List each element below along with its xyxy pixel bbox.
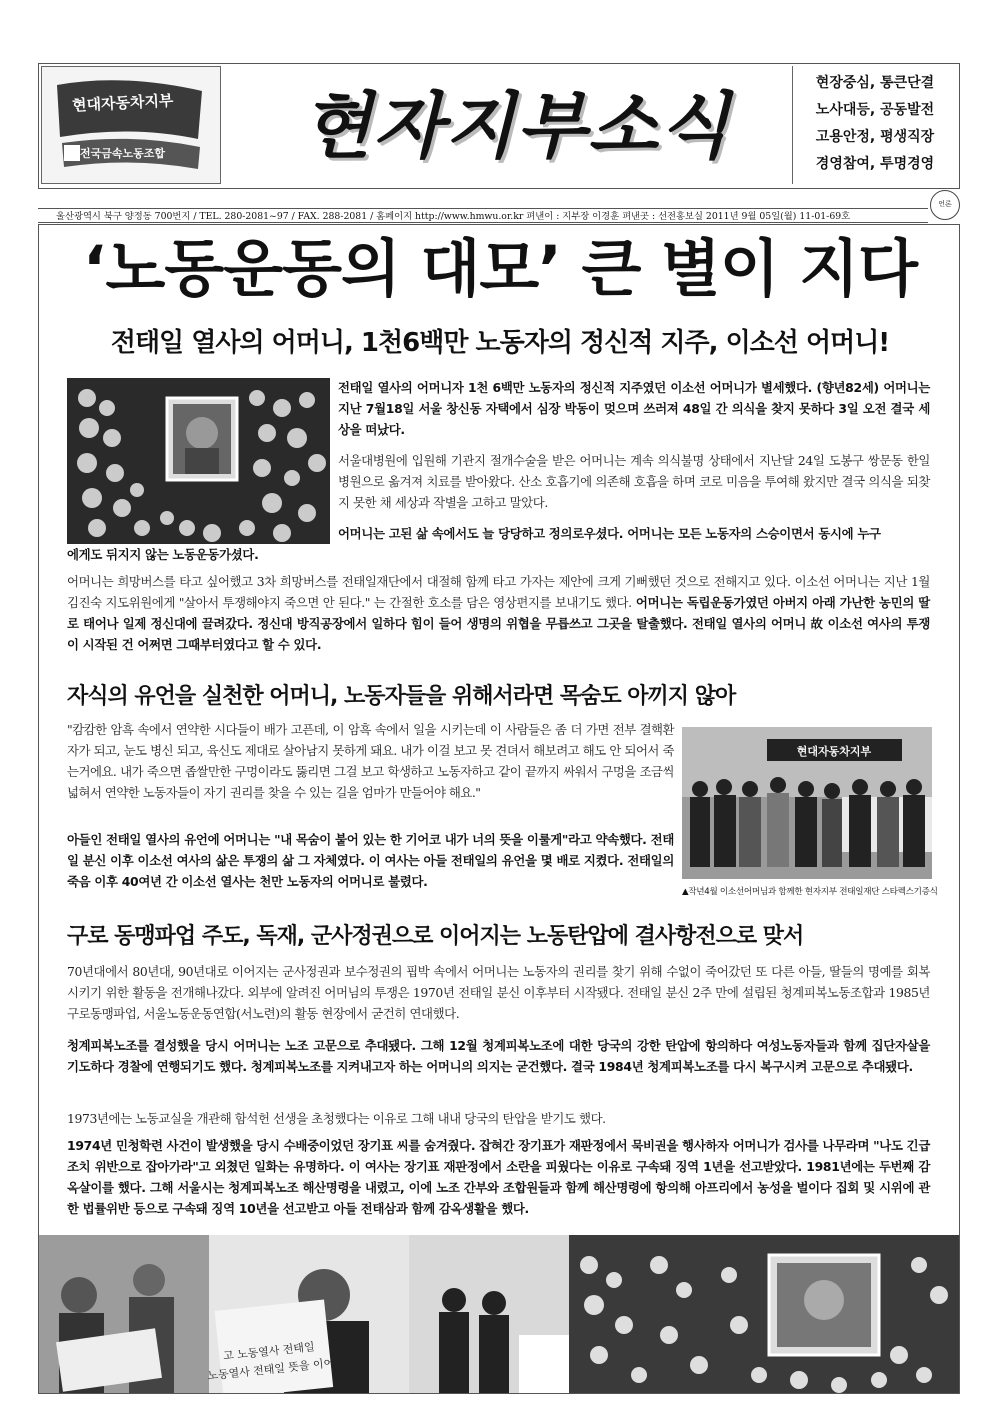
press-stamp-icon: 언론: [930, 190, 960, 220]
character-paragraph-a: 어머니는 고된 삶 속에서도 늘 당당하고 정의로우셨다. 어머니는 모든 노동자의 스승이면서 동시에 누구: [338, 526, 881, 541]
history-paragraph-serif: 어머니는 희망버스를 타고 싶어했고 3차 희망버스를 전태일재단에서 대절해 함께 타고 가자는 제안에 크게 기뻐했던 것으로 전해지고 있다. 이소선 어머니는 지난 1월 김진숙 지도위원에게 "살아서 투쟁해야지 죽으면 안 된다." 는 간절한 호소를 담은 영상편지를 보내기도 했다.: [67, 574, 930, 610]
photo-caption: ▲작년4월 이소선어머님과 함께한 현자지부 전태일재단 스타렉스기증식: [682, 887, 938, 897]
history-paragraph: [67, 571, 930, 655]
section-heading-legacy: 자식의 유언을 실천한 어머니, 노동자들을 위해서라면 목숨도 아끼지 않아: [67, 684, 736, 709]
article-frame: [38, 224, 960, 1394]
slogan-item: 현장중심, 통큰단결: [815, 75, 935, 91]
history-paragraph-bold: 어머니는 독립운동가였던 아버지 아래 가난한 농민의 딸로 태어나 일제 정신대에 끌려갔다. 정신대 방직공장에서 일하다 힘이 들어 생명의 위협을 무릅쓰고 그곳을 탈출했다. 전태일 열사의 어머니 故 이소선 여사의 투쟁이 시작된 건 어쩌면 그때부터였다고 할 수 있다.: [67, 595, 931, 652]
newsletter-title: 현자지부소식: [301, 84, 732, 168]
memorial-photo-collage: [39, 1235, 959, 1393]
section-heading-struggle: 구로 동맹파업 주도, 독재, 군사정권으로 이어지는 노동탄압에 결사항전으로 맞서: [67, 924, 804, 949]
masthead: [38, 63, 960, 189]
struggle-paragraph-1: 70년대에서 80년대, 90년대로 이어지는 군사정권과 보수정권의 핍박 속에서 어머니는 노동자의 권리를 찾기 위해 수없이 죽어갔던 또 다른 아들, 딸들의 명예를 회복시키기 위한 활동을 전개해나갔다. 외부에 알려진 어머님의 투쟁은 1970년 전태일 분신 이후부터 시작됐다. 전태일 분신 2주 만에 설립된 청계피복노동조합과 1985년 구로동맹파업, 서울노동운동연합(서노련)의 활동 현장에서 굳건히 연대했다.: [67, 964, 930, 1021]
slogan-item: 노사대등, 공동발전: [815, 102, 935, 118]
publication-info-bar: 울산광역시 북구 양정동 700번지 / TEL. 280-2081~97 / FAX. 288-2081 / 홈페이지 http://www.hmwu.or.kr 펴낸이 : 지부장 이경훈 펴낸곳 : 선전홍보실 2011년 9월 05일(월) 11-01-69호: [38, 208, 928, 223]
character-paragraph-b: 에게도 뒤지지 않는 노동운동가셨다.: [67, 547, 259, 562]
slogan-item: 고용안정, 평생직장: [815, 129, 935, 145]
sub-headline: 전태일 열사의 어머니, 1천6백만 노동자의 정신적 지주, 이소선 어머니!: [110, 328, 890, 358]
slogans-box: [792, 66, 957, 184]
quote-paragraph: "캄캄한 암흑 속에서 연약한 시다들이 배가 고픈데, 이 암흑 속에서 일을 시키는데 이 사람들은 좀 더 가면 전부 결핵환자가 되고, 눈도 병신 되고, 육신도 제대로 살아남지 못하게 돼요. 내가 이걸 보고 못 견뎌서 해보려고 해도 안 되어서 죽는거에요. 내가 죽으면 좁쌀만한 구멍이라도 뚫리면 그걸 보고 학생하고 노동자하고 같이 끝까지 싸워서 구멍을 조금씩 넓혀서 연약한 노동자들이 자기 권리를 찾을 수 있는 길을 엄마가 만들어야 해요.": [67, 722, 674, 800]
struggle-paragraph-4: 1974년 민청학련 사건이 발생했을 당시 수배중이었던 장기표 씨를 숨겨줬다. 잡혀간 장기표가 재판정에서 묵비권을 행사하자 어머니가 검사를 나무라며 "나도 긴급조치 위반으로 잡아가라"고 외쳤던 일화는 유명하다. 이 여사는 장기표 재판정에서 소란을 피웠다는 이유로 구속돼 징역 1년을 선고받았다. 1981년에는 두번째 감옥살이를 했다. 그해 서울시는 청계피복노조 해산명령을 내렸고, 이에 노조 간부와 조합원들과 함께 해산명령에 항의해 아프리에서 농성을 벌이다 집회 및 시위에 관한 법률위반 등으로 구속돼 징역 10년을 선고받고 아들 전태삼과 함께 감옥생활을 했다.: [67, 1138, 930, 1216]
donation-ceremony-photo: [682, 727, 932, 879]
hospital-paragraph: 서울대병원에 입원해 기관지 절개수술을 받은 어머니는 계속 의식불명 상태에서 지난달 24일 도봉구 쌍문동 한일병원으로 옮겨져 치료를 받아왔다. 산소 호흡기에 의존해 호흡을 하며 코로 미음을 투여해 왔지만 결국 의식을 되찾지 못한 채 세상과 작별을 고하고 말았다.: [338, 453, 930, 510]
struggle-paragraph-2: 청계피복노조를 결성했을 당시 어머니는 노조 고문으로 추대됐다. 그해 12월 청계피복노조에 대한 당국의 강한 탄압에 항의하다 여성노동자들과 함께 집단자살을 기도하다 경찰에 연행되기도 했다. 청계피복노조를 지켜내고자 하는 어머니의 의지는 굳건했다. 결국 1984년 청계피복노조를 다시 복구시켜 고문으로 추대됐다.: [67, 1038, 930, 1074]
union-logo: [41, 66, 221, 184]
bottom-banner-line2: 노동열사 전태일 뜻을 이어: [206, 1356, 335, 1383]
promise-paragraph: 아들인 전태일 열사의 유언에 어머니는 "내 목숨이 붙어 있는 한 기어코 내가 너의 뜻을 이룰게"라고 약속했다. 전태일 분신 이후 이소선 여사의 삶은 투쟁의 삶 그 자체였다. 이 여사는 아들 전태일의 유언을 몇 배로 지켰다. 전태일의 죽음 이후 40여년 간 이소선 열사는 천만 노동자의 어머니로 불렸다.: [67, 832, 674, 889]
bottom-banner-line1: 고 노동열사 전태일: [222, 1340, 316, 1363]
lead-paragraph: 전태일 열사의 어머니자 1천 6백만 노동자의 정신적 지주였던 이소선 어머니가 별세했다. (향년82세) 어머니는 지난 7월18일 서울 창신동 자택에서 심장 박동이 멎으며 쓰러져 48일 간 의식을 찾지 못하다 3일 오전 결국 세상을 떠났다.: [338, 380, 930, 437]
main-headline: ‘노동운동의 대모’ 큰 별이 지다: [82, 232, 918, 305]
struggle-paragraph-3: 1973년에는 노동교실을 개관해 함석헌 선생을 초청했다는 이유로 그해 내내 당국의 탄압을 받기도 했다.: [67, 1111, 606, 1126]
logo-union-name: 현대자동차지부: [71, 91, 174, 115]
slogan-item: 경영참여, 투명경영: [815, 156, 935, 172]
memorial-altar-photo: [67, 378, 330, 544]
union-building-sign: 현대자동차지부: [796, 745, 872, 758]
logo-federation-name: 전국금속노동조합: [80, 147, 166, 160]
